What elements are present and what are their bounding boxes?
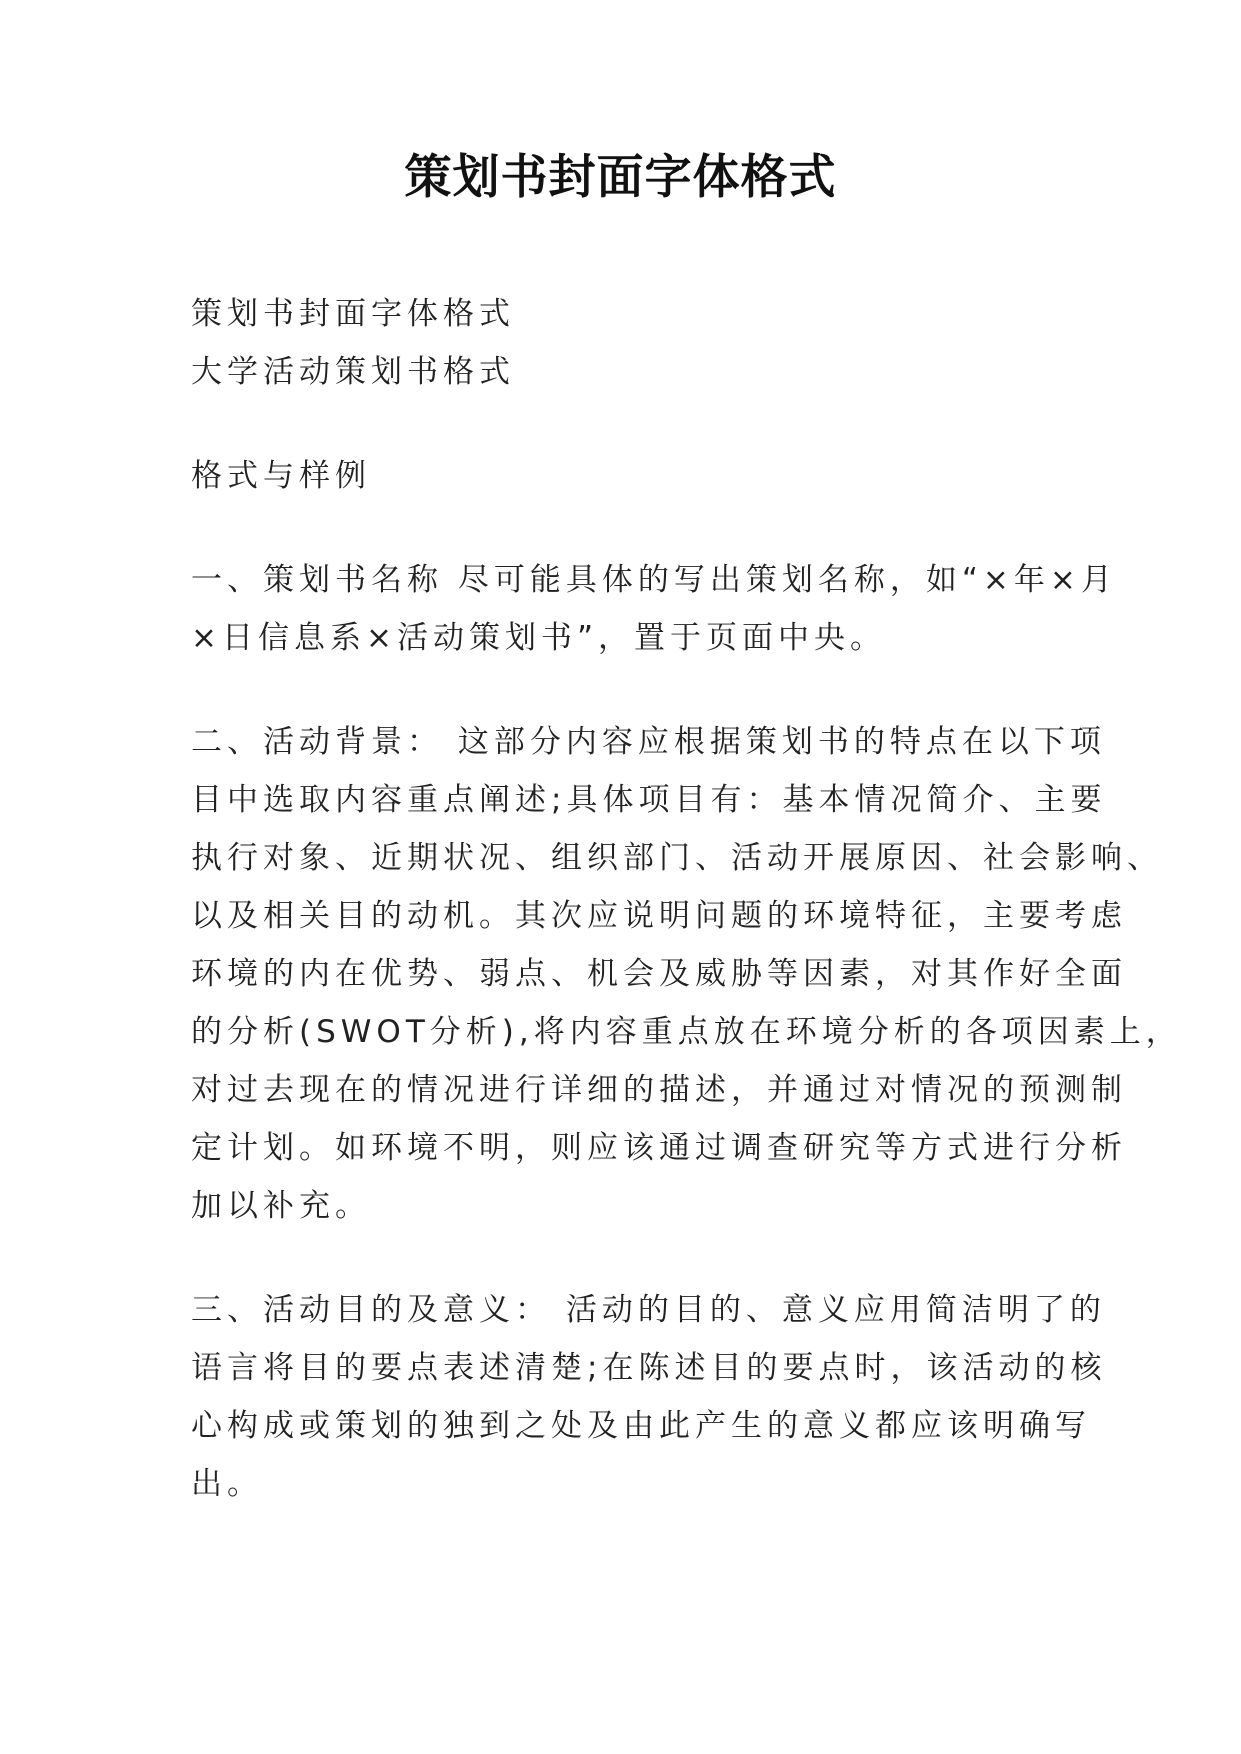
paragraph-line: 定计划。如环境不明，则应该通过调查研究等方式进行分析 xyxy=(191,1130,1127,1166)
paragraph-line: 的分析(SWOT分析),将内容重点放在环境分析的各项因素上， xyxy=(191,1014,1182,1050)
paragraph-line: ×日信息系×活动策划书”，置于页面中央。 xyxy=(191,620,887,656)
paragraph-line: 二、活动背景： 这部分内容应根据策划书的特点在以下项 xyxy=(191,724,1106,760)
paragraph-name xyxy=(191,551,1117,667)
paragraph-line: 一、策划书名称 尽可能具体的写出策划名称，如“×年×月 xyxy=(191,562,1117,598)
paragraph-line: 出。 xyxy=(191,1466,263,1502)
subtitle-line-1: 策划书封面字体格式 xyxy=(191,296,515,332)
paragraph-line: 目中选取内容重点阐述;具体项目有：基本情况简介、主要 xyxy=(191,782,1107,818)
section-heading: 格式与样例 xyxy=(191,458,371,494)
paragraph-purpose xyxy=(191,1281,1107,1513)
paragraph-line: 心构成或策划的独到之处及由此产生的意义都应该明确写 xyxy=(191,1408,1091,1444)
paragraph-line: 语言将目的要点表述清楚;在陈述目的要点时，该活动的核 xyxy=(191,1350,1107,1386)
paragraph-line: 以及相关目的动机。其次应说明问题的环境特征，主要考虑 xyxy=(191,898,1127,934)
document-body xyxy=(191,285,1182,1513)
paragraph-line: 对过去现在的情况进行详细的描述，并通过对情况的预测制 xyxy=(191,1072,1127,1108)
paragraph-line: 加以补充。 xyxy=(191,1188,371,1224)
paragraph-background xyxy=(191,713,1182,1235)
document-title: 策划书封面字体格式 xyxy=(404,150,837,205)
paragraph-line: 环境的内在优势、弱点、机会及威胁等因素，对其作好全面 xyxy=(191,956,1127,992)
paragraph-line: 三、活动目的及意义： 活动的目的、意义应用简洁明了的 xyxy=(191,1292,1106,1328)
paragraph-line: 执行对象、近期状况、组织部门、活动开展原因、社会影响、 xyxy=(191,840,1163,876)
subtitle-line-2: 大学活动策划书格式 xyxy=(191,354,515,390)
